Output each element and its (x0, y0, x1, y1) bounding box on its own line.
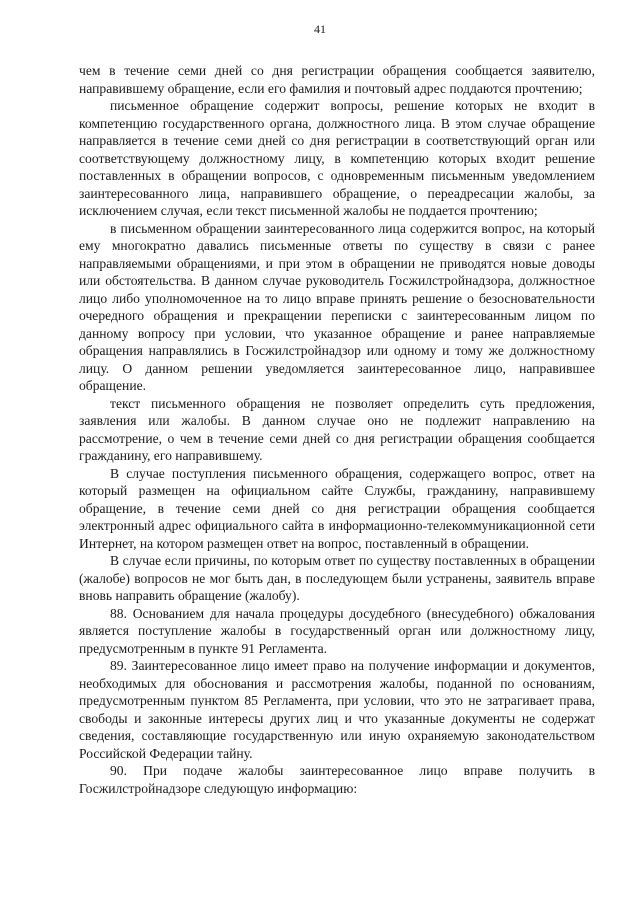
paragraph-undefined-essence: текст письменного обращения не позволяет определить суть предложения, заявления или жалобы. В данном случае оно не подлежит направлению на рассмотрение, о чем в течение семи дней со дня регистрации обращения сообщается гражданину, его направившему. (79, 395, 595, 463)
paragraph-item-90: 90. При подаче жалобы заинтересованное лицо вправе получить в Госжилстройнадзоре следующую информацию: (79, 763, 595, 796)
paragraph-continuation: чем в течение семи дней со дня регистрации обращения сообщается заявителю, направившему обращение, если его фамилия и почтовый адрес поддаются прочтению; (79, 63, 595, 96)
paragraph-item-89: 89. Заинтересованное лицо имеет право на получение информации и документов, необходимых для обоснования и рассмотрения жалобы, поданной по основаниям, предусмотренным пунктом 85 Регламента, при условии, что это не затрагивает права, свободы и законные интересы других лиц и что указанные документы не содержат сведения, составляющие государственную или иную охраняемую законодательством Российской Федерации тайну. (79, 658, 595, 761)
page-body (79, 62, 595, 797)
paragraph-reasons-removed: В случае если причины, по которым ответ по существу поставленных в обращении (жалобе) вопросов не мог быть дан, в последующем были устранены, заявитель вправе вновь направить обращение (жалобу). (79, 553, 595, 603)
paragraph-unreadable-competence: письменное обращение содержит вопросы, решение которых не входит в компетенцию государственного органа, должностного лица. В этом случае обращение направляется в течение семи дней со дня регистрации в соответствующий орган или соответствующему должностному лицу, в компетенцию которых входит решение поставленных в обращении вопросов, с одновременным письменным уведомлением заинтересованного лица, направившего обращение, о переадресации жалобы, за исключением случая, если текст письменной жалобы не поддается прочтению; (79, 98, 595, 218)
paragraph-item-88: 88. Основанием для начала процедуры досудебного (внесудебного) обжалования является поступление жалобы в государственный орган или должностному лицу, предусмотренным в пункте 91 Регламента. (79, 605, 595, 656)
paragraph-repeated-question: в письменном обращении заинтересованного лица содержится вопрос, на который ему многократно давались письменные ответы по существу в связи с ранее направляемыми обращениями, и при этом в обращении не приводятся новые доводы или обстоятельства. В данном случае руководитель Госжилстройнадзора, должностное лицо либо уполномоченное на то лицо вправе принять решение о безосновательности очередного обращения и прекращении переписки с заинтересованным лицом по данному вопросу при условии, что указанное обращение и ранее направляемые обращения направлялись в Госжилстройнадзор или одному и тому же должностному лицу. О данном решении уведомляется заинтересованное лицо, направившее обращение. (79, 220, 595, 393)
paragraph-answer-on-website: В случае поступления письменного обращения, содержащего вопрос, ответ на который размещен на официальном сайте Службы, гражданину, направившему обращение, в течение семи дней со дня регистрации обращения сообщается электронный адрес официального сайта в информационно-телекоммуникационной сети Интернет, на котором размещен ответ на вопрос, поставленный в обращении. (79, 465, 595, 551)
page-number: 41 (314, 22, 326, 36)
